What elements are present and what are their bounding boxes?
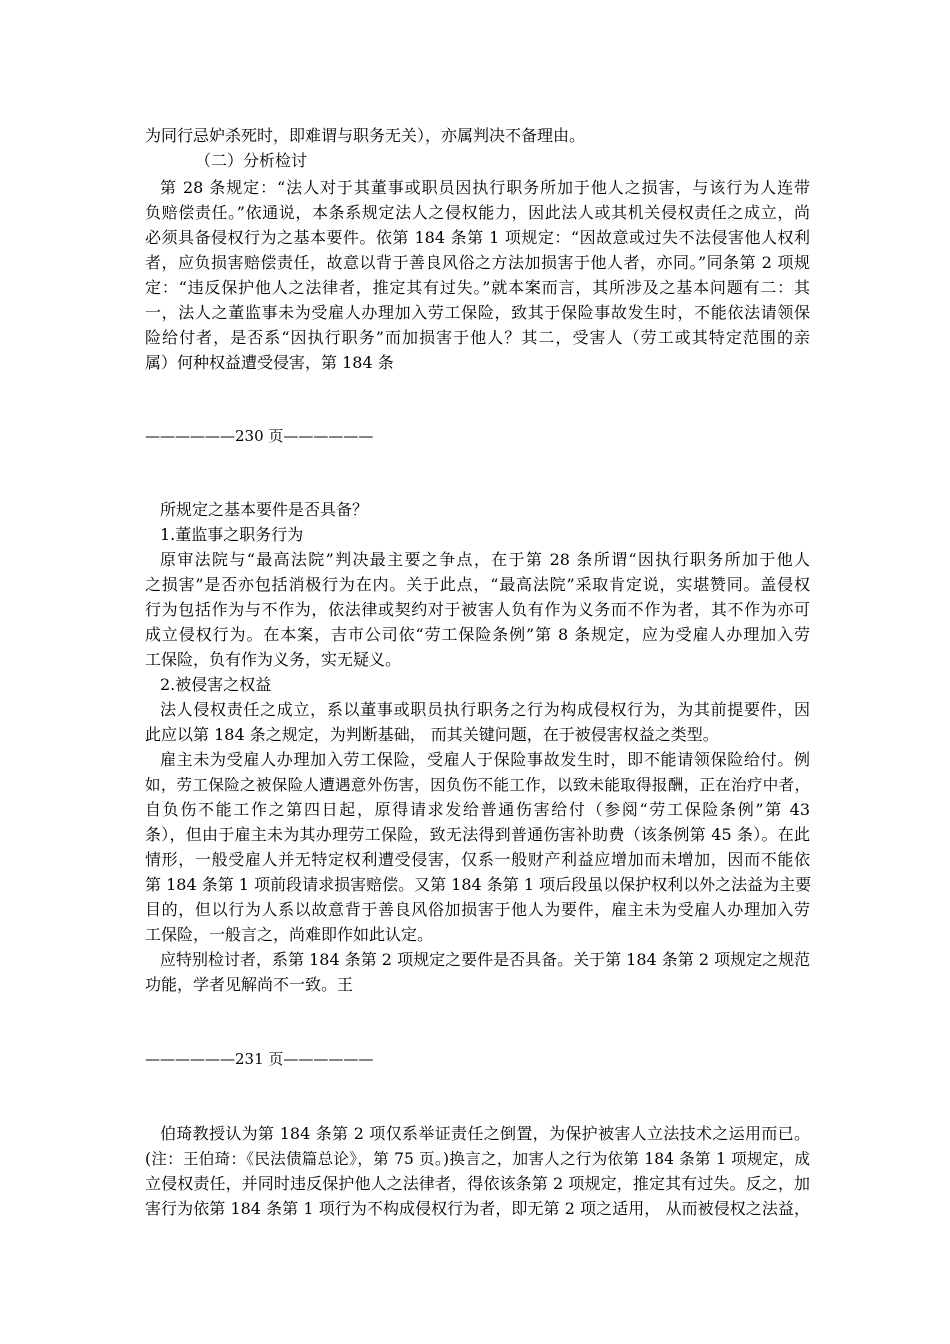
paragraph-line: 第 28 条规定：“法人对于其董事或职员因执行职务所加于他人之损害，与该行为人连带: [160, 178, 810, 197]
paragraph-line: 法人侵权责任之成立，系以董事或职员执行职务之行为构成侵权行为，为其前提要件，因: [160, 700, 810, 719]
subheading: 1.董监事之职务行为: [160, 525, 304, 544]
paragraph-line: (注：王伯琦：《民法债篇总论》，第 75 页。)换言之，加害人之行为依第 184 条第 1 项规定，成: [145, 1150, 810, 1168]
paragraph-line: 定：“违反保护他人之法律者，推定其有过失。”就本案而言，其所涉及之基本问题有二：其: [145, 278, 810, 297]
section-heading: （二）分析检讨: [195, 151, 308, 170]
paragraph-line: 目的，但以行为人系以故意背于善良风俗加损害于他人为要件，雇主未为受雇人办理加入劳: [145, 900, 810, 919]
paragraph-line: 雇主未为受雇人办理加入劳工保险，受雇人于保险事故发生时，即不能请领保险给付。例: [160, 750, 810, 769]
paragraph-line: 工保险，负有作为义务，实无疑义。: [145, 650, 402, 669]
paragraph-line: 所规定之基本要件是否具备？: [160, 500, 369, 519]
paragraph-line: 属）何种权益遭受侵害，第 184 条: [145, 353, 394, 372]
paragraph-line: 为同行忌妒杀死时，即难谓与职务无关），亦属判决不备理由。: [145, 126, 586, 145]
page-marker: ——————230 页——————: [145, 427, 374, 445]
paragraph-line: 立侵权责任，并同时违反保护他人之法律者，得依该条第 2 项规定，推定其有过失。反之，加: [145, 1174, 810, 1193]
paragraph-line: 成立侵权行为。在本案，吉市公司依“劳工保险条例”第 8 条规定，应为受雇人办理加入劳: [145, 625, 810, 644]
paragraph-line: 情形，一般受雇人并无特定权利遭受侵害，仅系一般财产利益应增加而未增加，因而不能依: [145, 850, 810, 869]
paragraph-line: 行为包括作为与不作为，依法律或契约对于被害人负有作为义务而不作为者，其不作为亦可: [145, 600, 810, 619]
paragraph-line: 此应以第 184 条之规定，为判断基础， 而其关键问题，在于被侵害权益之类型。: [145, 725, 719, 744]
paragraph-line: 第 184 条第 1 项前段请求损害赔偿。又第 184 条第 1 项后段虽以保护权利以外之法益为主要: [145, 875, 812, 894]
paragraph-line: 险给付者，是否系“因执行职务”而加损害于他人？其二，受害人（劳工或其特定范围的亲: [145, 328, 810, 347]
paragraph-line: 如，劳工保险之被保险人遭遇意外伤害，因负伤不能工作，以致未能取得报酬，正在治疗中者，: [145, 776, 810, 794]
paragraph-line: 工保险，一般言之，尚难即作如此认定。: [145, 925, 434, 944]
paragraph-line: 自负伤不能工作之第四日起，原得请求发给普通伤害给付（参阅“劳工保险条例”第 43: [145, 800, 810, 819]
paragraph-line: 伯琦教授认为第 184 条第 2 项仅系举证责任之倒置，为保护被害人立法技术之运用而已。: [160, 1124, 810, 1143]
paragraph-line: 一，法人之董监事未为受雇人办理加入劳工保险，致其于保险事故发生时，不能依法请领保: [145, 303, 810, 322]
paragraph-line: 害行为依第 184 条第 1 项行为不构成侵权行为者，即无第 2 项之适用， 从而被侵权之法益，: [145, 1199, 810, 1218]
subheading: 2.被侵害之权益: [160, 675, 272, 694]
page-marker: ——————231 页——————: [145, 1050, 374, 1068]
paragraph-line: 原审法院与“最高法院”判决最主要之争点，在于第 28 条所谓“因执行职务所加于他人: [160, 550, 810, 569]
paragraph-line: 功能，学者见解尚不一致。王: [145, 975, 354, 994]
paragraph-line: 条），但由于雇主未为其办理劳工保险，致无法得到普通伤害补助费（该条例第 45 条）。在此: [145, 825, 810, 844]
paragraph-line: 必须具备侵权行为之基本要件。依第 184 条第 1 项规定：“因故意或过失不法侵害他人权利: [145, 228, 810, 247]
paragraph-line: 负赔偿责任。”依通说，本条系规定法人之侵权能力，因此法人或其机关侵权责任之成立，尚: [145, 203, 810, 222]
paragraph-line: 者，应负损害赔偿责任，故意以背于善良风俗之方法加损害于他人者，亦同。”同条第 2 项规: [145, 253, 810, 272]
paragraph-line: 之损害”是否亦包括消极行为在内。关于此点，“最高法院”采取肯定说，实堪赞同。盖侵权: [145, 575, 810, 594]
paragraph-line: 应特别检讨者，系第 184 条第 2 项规定之要件是否具备。关于第 184 条第 2 项规定之规范: [160, 950, 811, 969]
